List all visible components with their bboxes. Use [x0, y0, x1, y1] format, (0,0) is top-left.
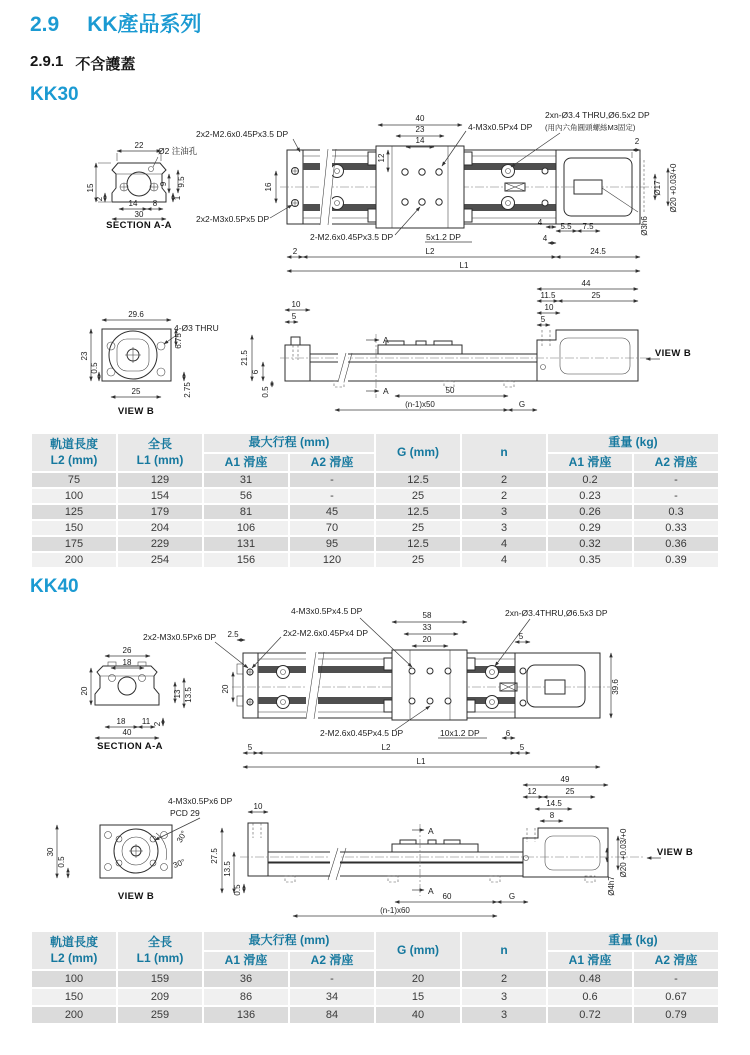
dim-14: 14 [128, 199, 138, 208]
col-header-max-stroke: 最大行程 (mm) [203, 433, 375, 453]
table-cell: 0.79 [633, 1006, 719, 1024]
dim-2: 2 [153, 721, 162, 727]
section-marker-a-bottom: A [383, 386, 389, 396]
dim-30: 30 [134, 210, 144, 219]
table-row [31, 504, 719, 520]
col-header-g: G (mm) [375, 433, 461, 472]
section-title: KK產品系列 [87, 13, 202, 36]
table-cell: 56 [203, 488, 289, 504]
table-cell: 12.5 [375, 472, 461, 488]
dim-16: 16 [264, 182, 273, 192]
table-cell: 86 [203, 988, 289, 1006]
dim-5t: 5 [518, 632, 524, 641]
table-row [31, 520, 719, 536]
table-cell: 120 [289, 552, 375, 568]
dim-20: 20 [80, 686, 89, 696]
thread-label-m26: 2-M2.6x0.45Px3.5 DP [310, 232, 394, 242]
table-cell: 40 [375, 1006, 461, 1024]
section-aa-caption: SECTION A-A [106, 220, 172, 231]
table-cell: 100 [31, 970, 117, 988]
table-cell: 154 [117, 488, 203, 504]
table-row [31, 536, 719, 552]
col-header-total-length [117, 433, 203, 472]
table-cell: 229 [117, 536, 203, 552]
table-cell: 2 [461, 472, 547, 488]
dim-12: 12 [527, 787, 537, 796]
dim-6-75: 6.75 [174, 333, 183, 349]
table-cell: 2 [461, 488, 547, 504]
table-cell: 81 [203, 504, 289, 520]
angle-30a: 30° [174, 829, 189, 845]
dim-50: 50 [445, 386, 455, 395]
dim-24-5: 24.5 [590, 247, 606, 256]
table-cell: 159 [117, 970, 203, 988]
view-b-caption: VIEW B [117, 891, 155, 902]
dim-20c: 20 [422, 635, 432, 644]
dim-0-5: 0.5 [261, 386, 270, 398]
table-cell: 36 [203, 970, 289, 988]
section-number: 2.9 [30, 13, 60, 36]
col-header-line2: L1 (mm) [136, 950, 184, 965]
kk30-side-view-drawing [240, 279, 691, 410]
oil-hole-label: Ø2 注油孔 [158, 146, 198, 156]
table-cell: 84 [289, 1006, 375, 1024]
table-cell: 254 [117, 552, 203, 568]
table-cell: 0.32 [547, 536, 633, 552]
table-cell: - [289, 488, 375, 504]
view-b-caption: VIEW B [117, 406, 155, 417]
dim-30: 30 [46, 847, 55, 857]
table-cell: 0.29 [547, 520, 633, 536]
subsection-title: 不含護蓋 [75, 56, 136, 73]
subsection-number: 2.9.1 [30, 53, 64, 70]
col-header-line1: 軌道長度 [49, 437, 98, 451]
dim-2-bottom: 2 [292, 247, 298, 256]
dim-7-5: 7.5 [582, 222, 594, 231]
table-cell: 136 [203, 1006, 289, 1024]
table-cell: 150 [31, 988, 117, 1006]
subcol-a2-weight: A2 滑座 [633, 951, 719, 971]
dim-4a: 4 [537, 218, 543, 227]
table-cell: - [633, 472, 719, 488]
table-cell: 12.5 [375, 536, 461, 552]
thread-label-m3: 4-M3x0.5Px4.5 DP [291, 606, 363, 616]
table-cell: 3 [461, 988, 547, 1006]
table-cell: 150 [31, 520, 117, 536]
dim-14-5: 14.5 [546, 799, 562, 808]
col-header-n: n [461, 931, 547, 970]
dim-8: 8 [549, 811, 555, 820]
table-cell: 179 [117, 504, 203, 520]
dim-33: 33 [422, 623, 432, 632]
dim-l2: L2 [425, 247, 435, 256]
thread-label-bottom-left: 2x2-M3x0.5Px5 DP [196, 214, 270, 224]
kk40-section-aa-drawing [80, 646, 193, 752]
table-cell: 20 [375, 970, 461, 988]
kk30-view-b-drawing [80, 310, 219, 417]
table-row [31, 552, 719, 568]
col-header-rail-length [31, 433, 117, 472]
table-cell: 200 [31, 1006, 117, 1024]
angle-30b: 30° [171, 857, 187, 870]
pcd-label: PCD 29 [170, 808, 200, 818]
dim-25: 25 [131, 387, 141, 396]
table-cell: 3 [461, 504, 547, 520]
dim-39-6: 39.6 [611, 679, 620, 695]
col-header-weight: 重量 (kg) [547, 433, 719, 453]
table-cell: 0.35 [547, 552, 633, 568]
table-cell: 106 [203, 520, 289, 536]
thread-label-m26: 2x2-M2.6x0.45Px4 DP [283, 628, 369, 638]
table-row [31, 488, 719, 504]
col-header-n: n [461, 433, 547, 472]
kk40-spec-table [30, 930, 720, 1025]
dim-o3h6: Ø3h6 [640, 216, 649, 236]
dim-13-5: 13.5 [223, 861, 232, 877]
dim-l1: L1 [459, 261, 469, 270]
dim-8: 8 [152, 199, 158, 208]
table-cell: 25 [375, 488, 461, 504]
table-cell: 0.2 [547, 472, 633, 488]
table-cell: 25 [375, 520, 461, 536]
table-cell: - [633, 488, 719, 504]
table-cell: 259 [117, 1006, 203, 1024]
dim-o4h7: Ø4h7 [607, 876, 616, 896]
dim-25: 25 [591, 291, 601, 300]
dim-22: 22 [134, 141, 144, 150]
table-cell: 209 [117, 988, 203, 1006]
keyway-label: 10x1.2 DP [440, 728, 480, 738]
dim-o17: Ø17 [653, 180, 662, 196]
kk40-table-header [31, 931, 719, 970]
col-header-max-stroke: 最大行程 (mm) [203, 931, 375, 951]
thru-hole-note: (用內六角圓頭螺絲M3固定) [545, 123, 636, 132]
dim-10: 10 [253, 802, 263, 811]
dim-21-5: 21.5 [240, 350, 249, 366]
table-cell: 12.5 [375, 504, 461, 520]
dim-20-left: 20 [221, 684, 230, 694]
dim-9: 9 [159, 181, 168, 187]
dim-11: 11 [141, 717, 151, 726]
table-cell: 3 [461, 1006, 547, 1024]
table-cell: 100 [31, 488, 117, 504]
col-header-g: G (mm) [375, 931, 461, 970]
dim-44: 44 [581, 279, 591, 288]
dim-9-5: 9.5 [177, 176, 186, 188]
dim-25: 25 [565, 787, 575, 796]
section-marker-a-top: A [428, 826, 434, 836]
dim-23: 23 [415, 125, 425, 134]
col-header-rail-length [31, 931, 117, 970]
table-cell: 129 [117, 472, 203, 488]
table-row [31, 970, 719, 988]
dim-10: 10 [291, 300, 301, 309]
thread-label-m3: 4-M3x0.5Px4 DP [468, 122, 533, 132]
dim-26: 26 [122, 646, 132, 655]
table-cell: 0.39 [633, 552, 719, 568]
dim-l2: L2 [381, 743, 391, 752]
table-cell: 4 [461, 536, 547, 552]
dim-10b: 10 [544, 303, 554, 312]
dim-13-5: 13.5 [184, 687, 193, 703]
table-cell: 0.6 [547, 988, 633, 1006]
table-cell: 131 [203, 536, 289, 552]
dim-2-right: 2 [634, 137, 640, 146]
keyway-label: 5x1.2 DP [426, 232, 461, 242]
subcol-a1-weight: A1 滑座 [547, 453, 633, 473]
kk30-table-body [31, 472, 719, 568]
dim-14: 14 [415, 136, 425, 145]
kk30-table-header [31, 433, 719, 472]
table-cell: 34 [289, 988, 375, 1006]
col-header-line2: L2 (mm) [50, 452, 98, 467]
table-cell: 95 [289, 536, 375, 552]
dim-40: 40 [415, 114, 425, 123]
dim-13: 13 [173, 689, 182, 699]
dim-27-5: 27.5 [210, 848, 219, 864]
table-cell: - [289, 472, 375, 488]
thru-hole-label: 2xn-Ø3.4 THRU,Ø6.5x2 DP [545, 110, 650, 120]
table-cell: 70 [289, 520, 375, 536]
dim-g: G [508, 892, 516, 901]
table-cell: 4 [461, 552, 547, 568]
dim-5r: 5 [519, 743, 525, 752]
kk40-table-body [31, 970, 719, 1024]
table-cell: 200 [31, 552, 117, 568]
thread-label-m26b: 2-M2.6x0.45Px4.5 DP [320, 728, 404, 738]
kk30-heading: KK30 [30, 84, 79, 105]
dim-58: 58 [422, 611, 432, 620]
table-cell: 31 [203, 472, 289, 488]
dim-2-5: 2.5 [227, 630, 239, 639]
table-cell: 75 [31, 472, 117, 488]
dim-18: 18 [122, 658, 132, 667]
dim-0-5: 0.5 [90, 362, 99, 374]
kk30-spec-table [30, 432, 720, 569]
col-header-line1: 全長 [147, 437, 172, 451]
dim-12: 12 [377, 153, 386, 163]
table-cell: 15 [375, 988, 461, 1006]
subcol-a2-stroke: A2 滑座 [289, 453, 375, 473]
dim-60: 60 [442, 892, 452, 901]
kk40-view-b-drawing [46, 796, 233, 902]
subcol-a1-stroke: A1 滑座 [203, 453, 289, 473]
kk40-heading: KK40 [30, 576, 79, 597]
dim-6: 6 [251, 369, 260, 375]
dim-o20: Ø20 +0.03/+0 [669, 163, 678, 213]
dim-4b: 4 [542, 234, 548, 243]
section-aa-caption: SECTION A-A [97, 741, 163, 752]
dim-29-6: 29.6 [128, 310, 144, 319]
dim-5l: 5 [247, 743, 253, 752]
table-row [31, 1006, 719, 1024]
subcol-a2-stroke: A2 滑座 [289, 951, 375, 971]
table-cell: 0.36 [633, 536, 719, 552]
table-cell: 2 [461, 970, 547, 988]
table-cell: 0.3 [633, 504, 719, 520]
table-cell: 0.33 [633, 520, 719, 536]
col-header-line1: 軌道長度 [49, 935, 98, 949]
thru-label: 4-Ø3 THRU [174, 323, 219, 333]
subcol-a1-weight: A1 滑座 [547, 951, 633, 971]
table-cell: - [633, 970, 719, 988]
dim-o20: Ø20 +0.03/+0 [619, 828, 628, 878]
thru-hole-label: 2xn-Ø3.4THRU,Ø6.5x3 DP [505, 608, 608, 618]
dim-1: 1 [173, 195, 182, 201]
dim-15: 15 [86, 183, 95, 193]
section-marker-a-top: A [383, 335, 389, 345]
thread-label-m3-side: 2x2-M3x0.5Px6 DP [143, 632, 217, 642]
kk40-top-view-drawing [143, 606, 620, 767]
table-cell: 156 [203, 552, 289, 568]
table-row [31, 472, 719, 488]
section-marker-a-bottom: A [428, 886, 434, 896]
dim-5b: 5 [540, 315, 546, 324]
col-header-total-length [117, 931, 203, 970]
col-header-line2: L1 (mm) [136, 452, 184, 467]
dim-49: 49 [560, 775, 570, 784]
dim-n1x50: (n-1)x50 [405, 400, 435, 409]
table-cell: 125 [31, 504, 117, 520]
thread-label-m3: 4-M3x0.5Px6 DP [168, 796, 233, 806]
table-cell: 0.23 [547, 488, 633, 504]
dim-5-5: 5.5 [560, 222, 572, 231]
table-cell: 0.26 [547, 504, 633, 520]
subcol-a2-weight: A2 滑座 [633, 453, 719, 473]
dim-18b: 18 [116, 717, 126, 726]
dim-g: G [518, 400, 526, 409]
dim-l1: L1 [416, 757, 426, 766]
dim-0-5: 0.5 [233, 884, 242, 896]
table-cell: 175 [31, 536, 117, 552]
table-cell: 204 [117, 520, 203, 536]
dim-40: 40 [122, 728, 132, 737]
table-row [31, 988, 719, 1006]
table-cell: 45 [289, 504, 375, 520]
table-cell: 0.48 [547, 970, 633, 988]
col-header-line2: L2 (mm) [50, 950, 98, 965]
table-cell: 0.67 [633, 988, 719, 1006]
dim-6: 6 [505, 729, 511, 738]
table-cell: 0.72 [547, 1006, 633, 1024]
view-b-arrow-label: VIEW B [656, 847, 694, 858]
dim-n1x60: (n-1)x60 [380, 906, 410, 915]
col-header-weight: 重量 (kg) [547, 931, 719, 951]
kk40-side-view-drawing [210, 775, 693, 916]
subcol-a1-stroke: A1 滑座 [203, 951, 289, 971]
dim-11-5: 11.5 [540, 291, 556, 300]
dim-2: 2 [95, 196, 104, 202]
kk30-top-view-drawing [196, 110, 678, 271]
view-b-arrow-label: VIEW B [654, 348, 692, 359]
dim-5: 5 [291, 312, 297, 321]
dim-23: 23 [80, 351, 89, 361]
table-cell: - [289, 970, 375, 988]
kk30-section-aa-drawing [86, 141, 198, 231]
col-header-line1: 全長 [147, 935, 172, 949]
thread-label-top-left: 2x2-M2.6x0.45Px3.5 DP [196, 129, 289, 139]
table-cell: 3 [461, 520, 547, 536]
dim-0-5: 0.5 [57, 856, 66, 868]
dim-2-75: 2.75 [183, 382, 192, 398]
table-cell: 25 [375, 552, 461, 568]
